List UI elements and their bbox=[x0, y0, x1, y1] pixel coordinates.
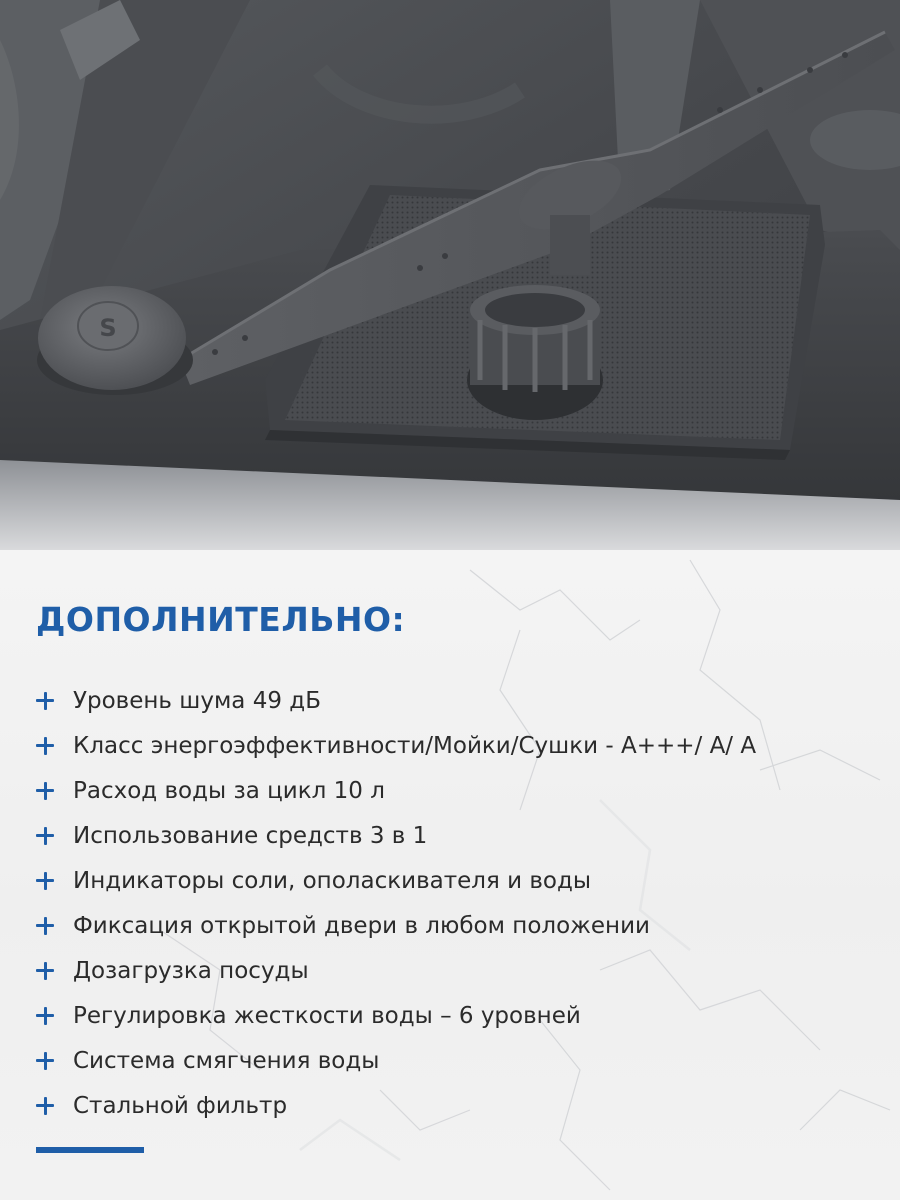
list-item bbox=[34, 948, 756, 993]
plus-icon bbox=[34, 735, 56, 757]
list-item bbox=[34, 1083, 756, 1128]
list-item bbox=[34, 768, 756, 813]
list-item bbox=[34, 993, 756, 1038]
plus-icon bbox=[34, 870, 56, 892]
list-item bbox=[34, 903, 756, 948]
accent-divider bbox=[36, 1147, 144, 1153]
plus-icon bbox=[34, 960, 56, 982]
feature-text: Система смягчения воды bbox=[73, 1047, 380, 1074]
list-item bbox=[34, 858, 756, 903]
feature-text: Использование средств 3 в 1 bbox=[73, 822, 428, 849]
list-item bbox=[34, 678, 756, 723]
section-heading: ДОПОЛНИТЕЛЬНО: bbox=[36, 600, 406, 639]
plus-icon bbox=[34, 1095, 56, 1117]
plus-icon bbox=[34, 690, 56, 712]
feature-text: Расход воды за цикл 10 л bbox=[73, 777, 385, 804]
feature-text: Уровень шума 49 дБ bbox=[73, 687, 321, 714]
feature-text: Класс энергоэффективности/Мойки/Сушки - А+++/ А/ А bbox=[73, 732, 757, 759]
feature-text: Индикаторы соли, ополаскивателя и воды bbox=[73, 867, 592, 894]
feature-text: Регулировка жесткости воды – 6 уровней bbox=[73, 1002, 581, 1029]
features-panel bbox=[0, 550, 900, 1200]
list-item bbox=[34, 813, 756, 858]
list-item bbox=[34, 723, 756, 768]
salt-cap-letter: S bbox=[99, 314, 117, 342]
feature-text: Стальной фильтр bbox=[73, 1092, 288, 1119]
plus-icon bbox=[34, 1050, 56, 1072]
plus-icon bbox=[34, 915, 56, 937]
list-item bbox=[34, 1038, 756, 1083]
feature-text: Фиксация открытой двери в любом положении bbox=[73, 912, 650, 939]
dishwasher-interior-photo bbox=[0, 0, 900, 550]
plus-icon bbox=[34, 825, 56, 847]
feature-text: Дозагрузка посуды bbox=[73, 957, 309, 984]
plus-icon bbox=[34, 1005, 56, 1027]
feature-list bbox=[34, 678, 756, 1128]
plus-icon bbox=[34, 780, 56, 802]
